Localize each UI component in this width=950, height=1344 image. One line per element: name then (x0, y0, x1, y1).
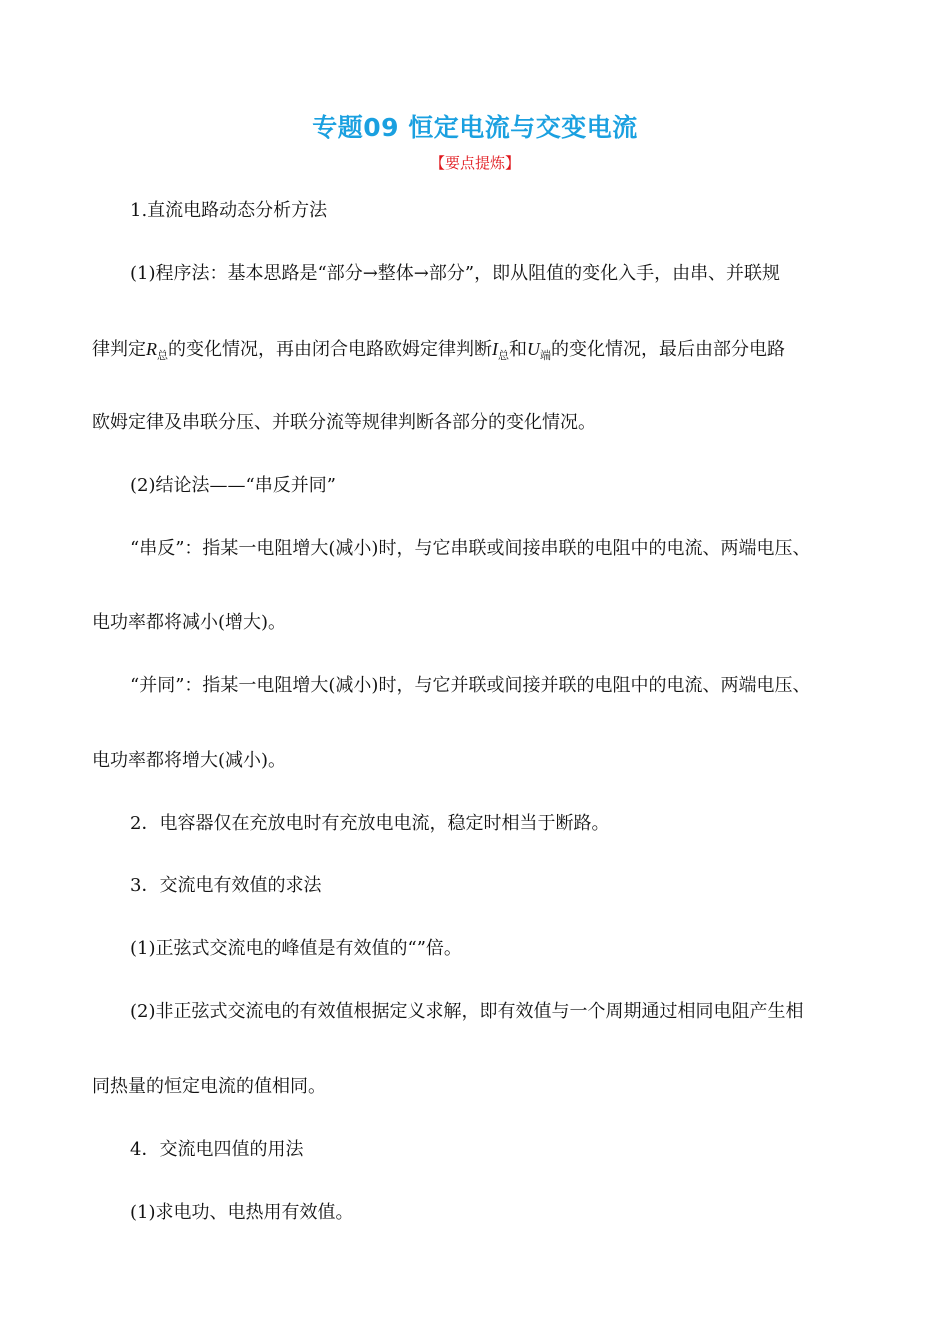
s2-paragraph: 2．电容器仅在充放电时有充放电电流，稳定时相当于断路。 (130, 813, 610, 834)
s3-p2-line1: (2)非正弦式交流电的有效值根据定义求解，即有效值与一个周期通过相同电阻产生相 (130, 1001, 804, 1022)
s1-p1-line1: (1)程序法：基本思路是“部分→整体→部分”，即从阻值的变化入手，由串、并联规 (130, 263, 781, 284)
var-i: I (492, 339, 498, 359)
s1-p3-line2: 电功率都将减小(增大)。 (92, 612, 287, 633)
text-run: 的变化情况，再由闭合电路欧姆定律判断 (168, 339, 492, 360)
text-run: 的变化情况，最后由部分电路 (551, 339, 785, 360)
sub-u: 端 (540, 349, 551, 362)
s3-p1: (1)正弦式交流电的峰值是有效值的“”倍。 (130, 938, 462, 959)
page-title: 专题09 恒定电流与交变电流 (312, 113, 638, 142)
sub-i: 总 (498, 349, 509, 362)
s4-heading: 4．交流电四值的用法 (130, 1139, 304, 1160)
text-run: 和 (509, 339, 527, 360)
s1-p1-line2 (92, 337, 785, 368)
s3-p2-line2: 同热量的恒定电流的值相同。 (92, 1076, 326, 1097)
s3-heading: 3．交流电有效值的求法 (130, 875, 322, 896)
s4-p1: (1)求电功、电热用有效值。 (130, 1202, 354, 1223)
s1-p4-line2: 电功率都将增大(减小)。 (92, 750, 287, 771)
s1-p4-line1: “并同”：指某一电阻增大(减小)时，与它并联或间接并联的电阻中的电流、两端电压、 (130, 675, 811, 696)
s1-p2: (2)结论法——“串反并同” (130, 475, 336, 496)
var-r: R (146, 339, 157, 359)
text-run: 律判定 (92, 339, 146, 360)
s1-p3-line1: “串反”：指某一电阻增大(减小)时，与它串联或间接串联的电阻中的电流、两端电压、 (130, 538, 811, 559)
section-label: 【要点提炼】 (429, 154, 520, 172)
sub-r: 总 (157, 349, 168, 362)
s1-p1-line3: 欧姆定律及串联分压、并联分流等规律判断各部分的变化情况。 (92, 412, 596, 433)
var-u: U (527, 339, 540, 359)
s1-heading: 1.直流电路动态分析方法 (130, 200, 328, 221)
